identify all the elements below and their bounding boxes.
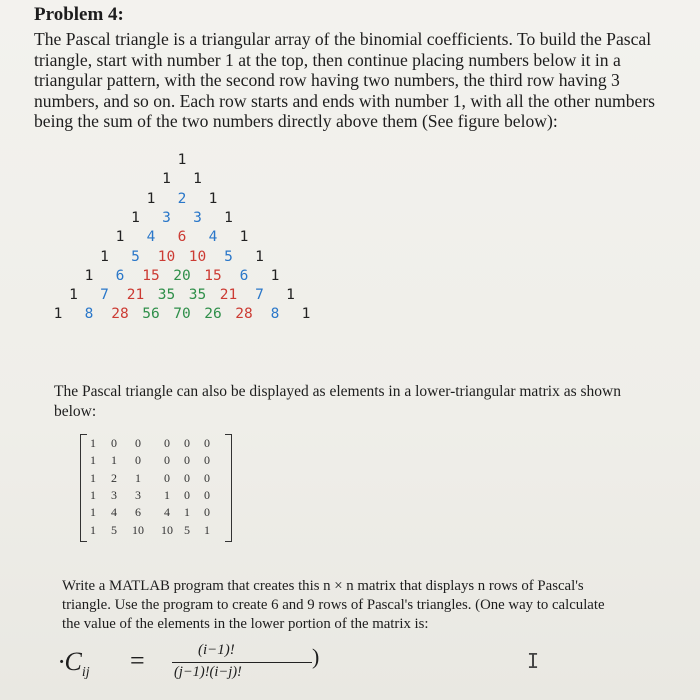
triangle-number: 35 [188, 287, 207, 304]
fraction-bar [172, 662, 312, 663]
matrix-cell: 10 [161, 522, 173, 537]
task-line: Write a MATLAB program that creates this n × n matrix that displays n rows of Pascal's [62, 578, 584, 594]
triangle-number: 1 [239, 229, 249, 246]
matrix-cell: 0 [135, 453, 141, 468]
triangle-number: 5 [131, 248, 140, 265]
matrix-cell: 0 [184, 453, 190, 468]
matrix-cell: 1 [164, 487, 170, 502]
triangle-number: 1 [177, 152, 187, 168]
triangle-number: 7 [255, 287, 264, 304]
matrix-cell: 4 [164, 505, 170, 520]
formula-denominator: (j−1)!(i−j)! [174, 664, 242, 680]
intro-line: triangular pattern, with the second row having two numbers, the third row having 3 [34, 70, 620, 90]
matrix-cell: 1 [204, 522, 210, 537]
triangle-number: 1 [115, 229, 125, 246]
intro-line: numbers, and so on. Each row starts and ends with number 1, with all the other numbers [34, 90, 656, 111]
matrix-cell: 4 [111, 505, 117, 520]
triangle-number: 1 [53, 306, 63, 323]
matrix-cell: 0 [204, 487, 210, 502]
triangle-number: 1 [224, 209, 233, 226]
triangle-number: 10 [157, 248, 176, 265]
matrix-cell: 1 [135, 470, 141, 485]
matrix-cell: 1 [90, 505, 96, 520]
matrix-cell: 1 [90, 470, 96, 485]
triangle-number: 70 [173, 306, 191, 323]
formula-c: ·C [58, 647, 82, 676]
triangle-number: 2 [177, 190, 187, 207]
caption-line: below: [54, 403, 97, 420]
triangle-number: 5 [224, 248, 233, 265]
matrix-right-bracket [225, 434, 232, 542]
matrix-cell: 0 [164, 453, 170, 468]
triangle-number: 1 [146, 190, 156, 207]
task-line: triangle. Use the program to create 6 and 9 rows of Pascal's triangles. (One way to calculate [62, 597, 605, 613]
matrix-cell: 1 [90, 436, 96, 450]
triangle-number: 6 [239, 267, 249, 284]
intro-line: being the sum of the two numbers directly above them (See figure below): [34, 111, 558, 131]
matrix-cell: 0 [184, 436, 190, 450]
matrix-cell: 10 [132, 522, 144, 537]
matrix-caption [54, 382, 674, 422]
triangle-row [40, 306, 340, 328]
lower-triangular-matrix [80, 434, 232, 542]
triangle-number: 3 [162, 209, 171, 226]
formula-numerator: (i−1)! [198, 642, 235, 658]
triangle-number: 28 [111, 306, 129, 323]
formula-close-paren: ) [312, 644, 320, 669]
pascal-triangle-figure [40, 152, 340, 352]
matrix-cell: 1 [184, 505, 190, 520]
matrix-cell: 5 [184, 522, 190, 537]
formula-subscript: ij [81, 665, 90, 681]
triangle-number: 1 [131, 209, 140, 226]
caption-line: The Pascal triangle can also be displayed as elements in a lower-triangular matrix as shown [54, 383, 621, 400]
matrix-cell: 0 [204, 505, 210, 520]
task-paragraph [62, 577, 682, 634]
task-line: the value of the elements in the lower portion of the matrix is: [62, 616, 429, 632]
triangle-number: 15 [204, 267, 222, 284]
triangle-number: 1 [193, 171, 202, 188]
matrix-cell: 3 [111, 487, 117, 502]
triangle-number: 20 [173, 267, 191, 284]
triangle-number: 1 [255, 248, 264, 265]
cij-formula [50, 640, 350, 696]
intro-line: triangle, start with number 1 at the top, then continue placing numbers below it in a [34, 49, 621, 70]
triangle-number: 21 [219, 287, 238, 304]
triangle-number: 1 [270, 267, 280, 284]
triangle-number: 21 [126, 287, 145, 304]
matrix-cell: 0 [164, 470, 170, 485]
matrix-cell: 0 [164, 436, 170, 450]
triangle-number: 15 [142, 267, 160, 284]
triangle-number: 8 [270, 306, 280, 323]
matrix-cell: 3 [135, 487, 141, 502]
intro-paragraph [34, 29, 674, 132]
formula-lhs [58, 647, 90, 681]
triangle-number: 8 [84, 306, 94, 323]
intro-line: The Pascal triangle is a triangular array of the binomial coefficients. To build the Pascal [34, 29, 652, 49]
triangle-number: 1 [100, 248, 109, 265]
matrix-cell: 1 [90, 487, 96, 502]
matrix-cell: 0 [111, 436, 117, 450]
matrix-cell: 2 [111, 470, 117, 485]
triangle-number: 10 [188, 248, 207, 265]
triangle-number: 6 [115, 267, 125, 284]
triangle-number: 1 [208, 190, 218, 207]
matrix-cell: 0 [204, 453, 210, 468]
triangle-number: 1 [301, 306, 311, 323]
text-cursor-icon: I [527, 649, 540, 673]
matrix-cell: 0 [204, 436, 210, 450]
matrix-cell: 5 [111, 522, 117, 537]
triangle-number: 7 [100, 287, 109, 304]
formula-equals: = [130, 646, 145, 675]
matrix-cell: 1 [111, 453, 117, 468]
triangle-number: 4 [146, 229, 156, 246]
matrix-cell: 0 [204, 470, 210, 485]
triangle-number: 1 [162, 171, 171, 188]
matrix-cell: 1 [90, 522, 96, 537]
problem-heading: Problem 4: [34, 4, 124, 25]
matrix-cell: 1 [90, 453, 96, 468]
matrix-cell: 0 [184, 487, 190, 502]
triangle-number: 56 [142, 306, 160, 323]
triangle-number: 3 [193, 209, 202, 226]
triangle-number: 28 [235, 306, 253, 323]
triangle-number: 1 [69, 287, 78, 304]
triangle-number: 35 [157, 287, 176, 304]
matrix-cell: 6 [135, 505, 141, 520]
triangle-number: 4 [208, 229, 218, 246]
triangle-number: 1 [84, 267, 94, 284]
triangle-number: 1 [286, 287, 295, 304]
matrix-cell: 0 [135, 436, 141, 450]
triangle-number: 26 [204, 306, 222, 323]
triangle-number: 6 [177, 229, 187, 246]
matrix-cell: 0 [184, 470, 190, 485]
